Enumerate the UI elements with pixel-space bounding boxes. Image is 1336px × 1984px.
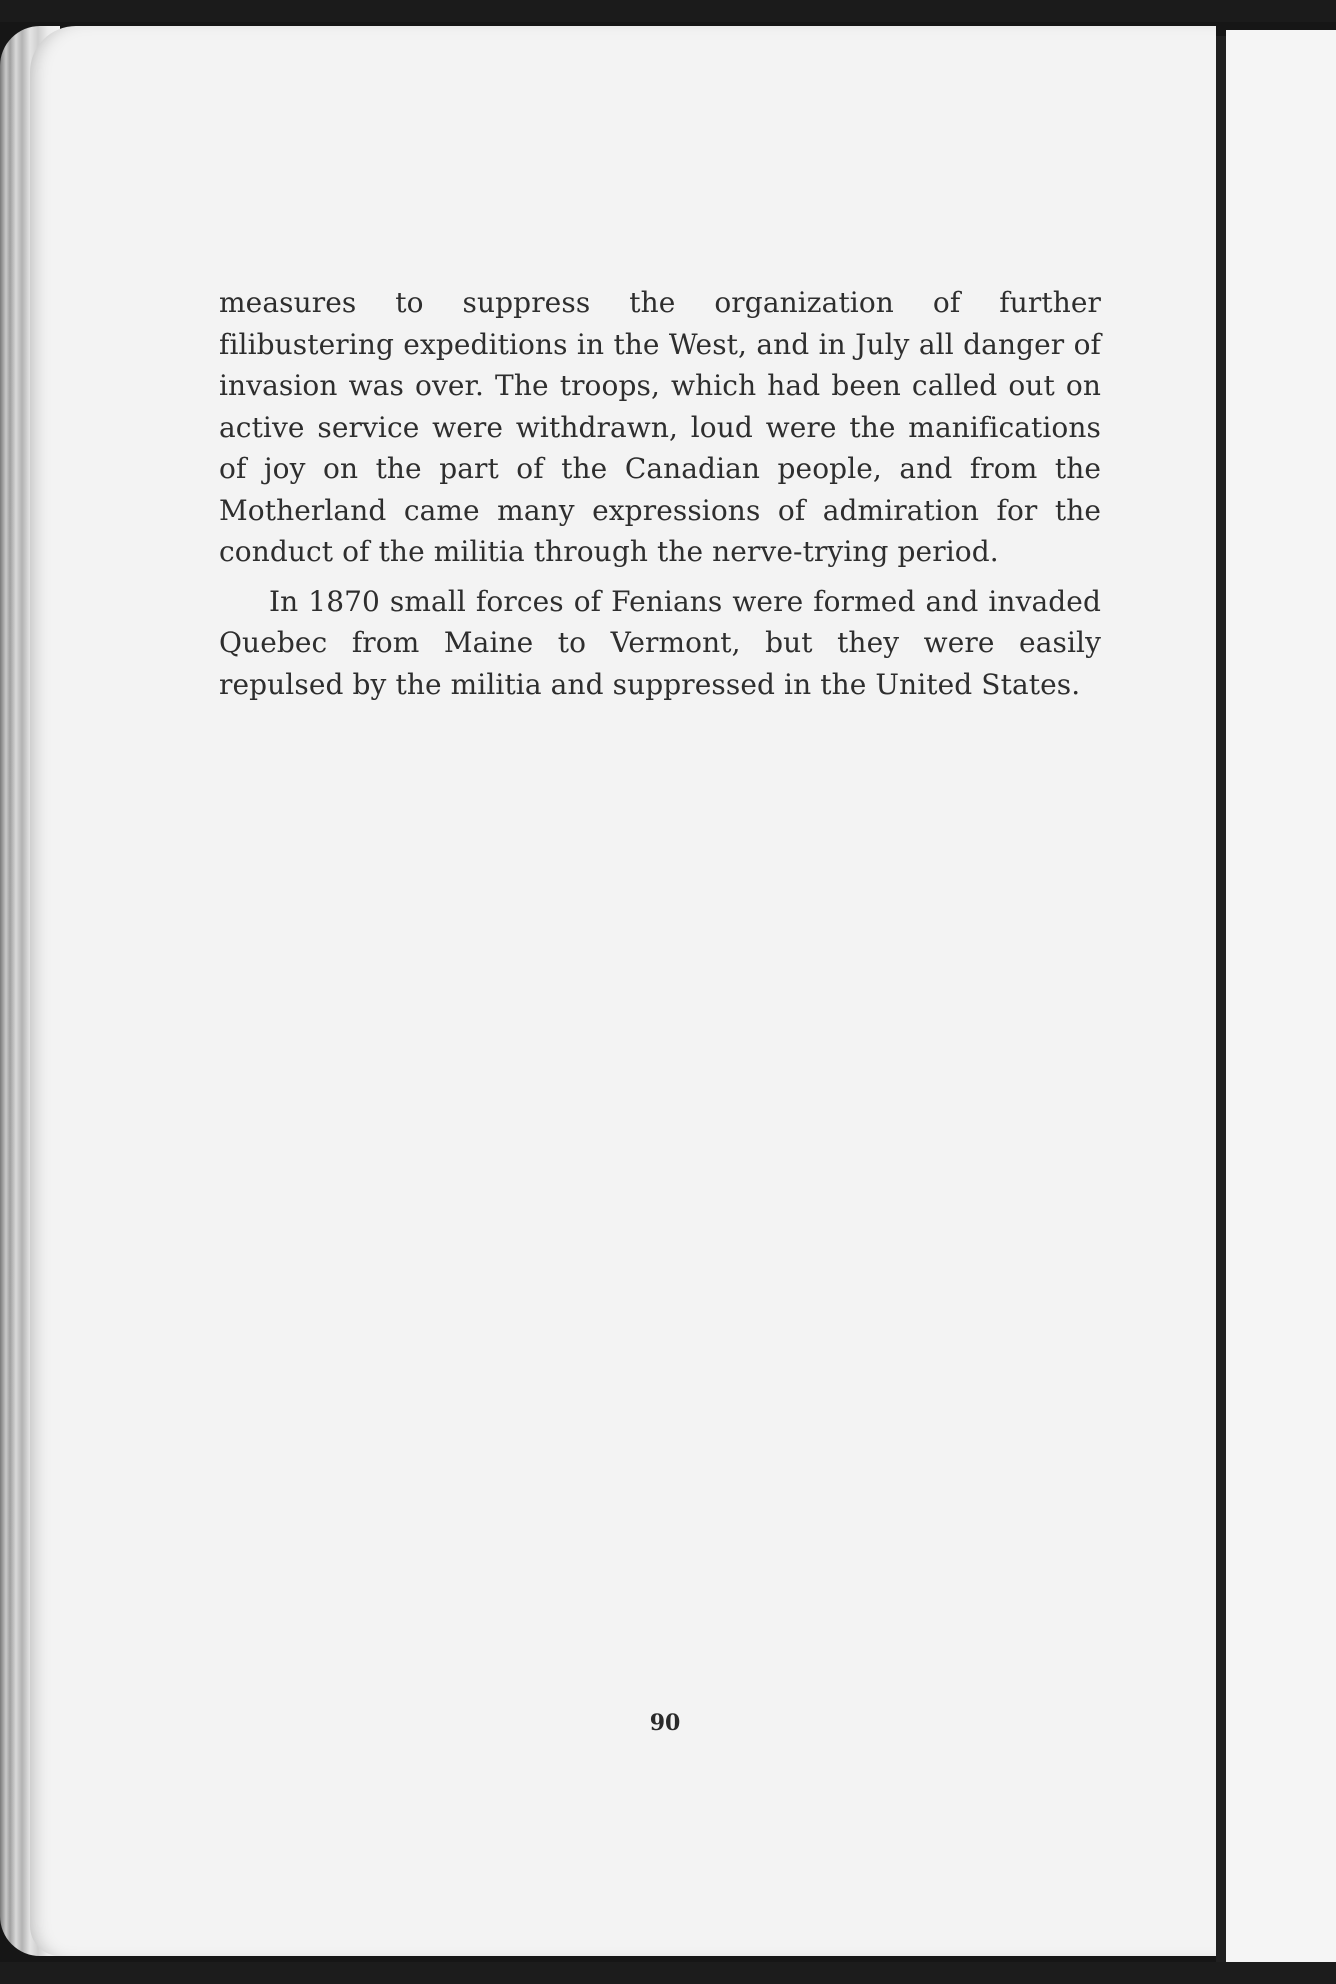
facing-page-edge [1226, 30, 1336, 1962]
body-text [219, 282, 1101, 713]
scanner-top-border [0, 0, 1336, 22]
book-gutter [1216, 36, 1226, 1962]
page-number: 90 [649, 1710, 681, 1736]
scanner-bottom-border [0, 1962, 1336, 1984]
paragraph-1: measures to suppress the organization of further filibustering expeditions in the West, and in July all danger of invasion was over. The troops, which had been called out on active service were withdrawn, loud were the manifications of joy on the part of the Canadian people, and from the Motherland came many expressions of admiration for the conduct of the militia through the nerve-trying period. [219, 286, 1101, 568]
paragraph-2: In 1870 small forces of Fenians were formed and invaded Quebec from Maine to Vermont, but they were easily repulsed by the militia and suppressed in the United States. [219, 584, 1101, 701]
